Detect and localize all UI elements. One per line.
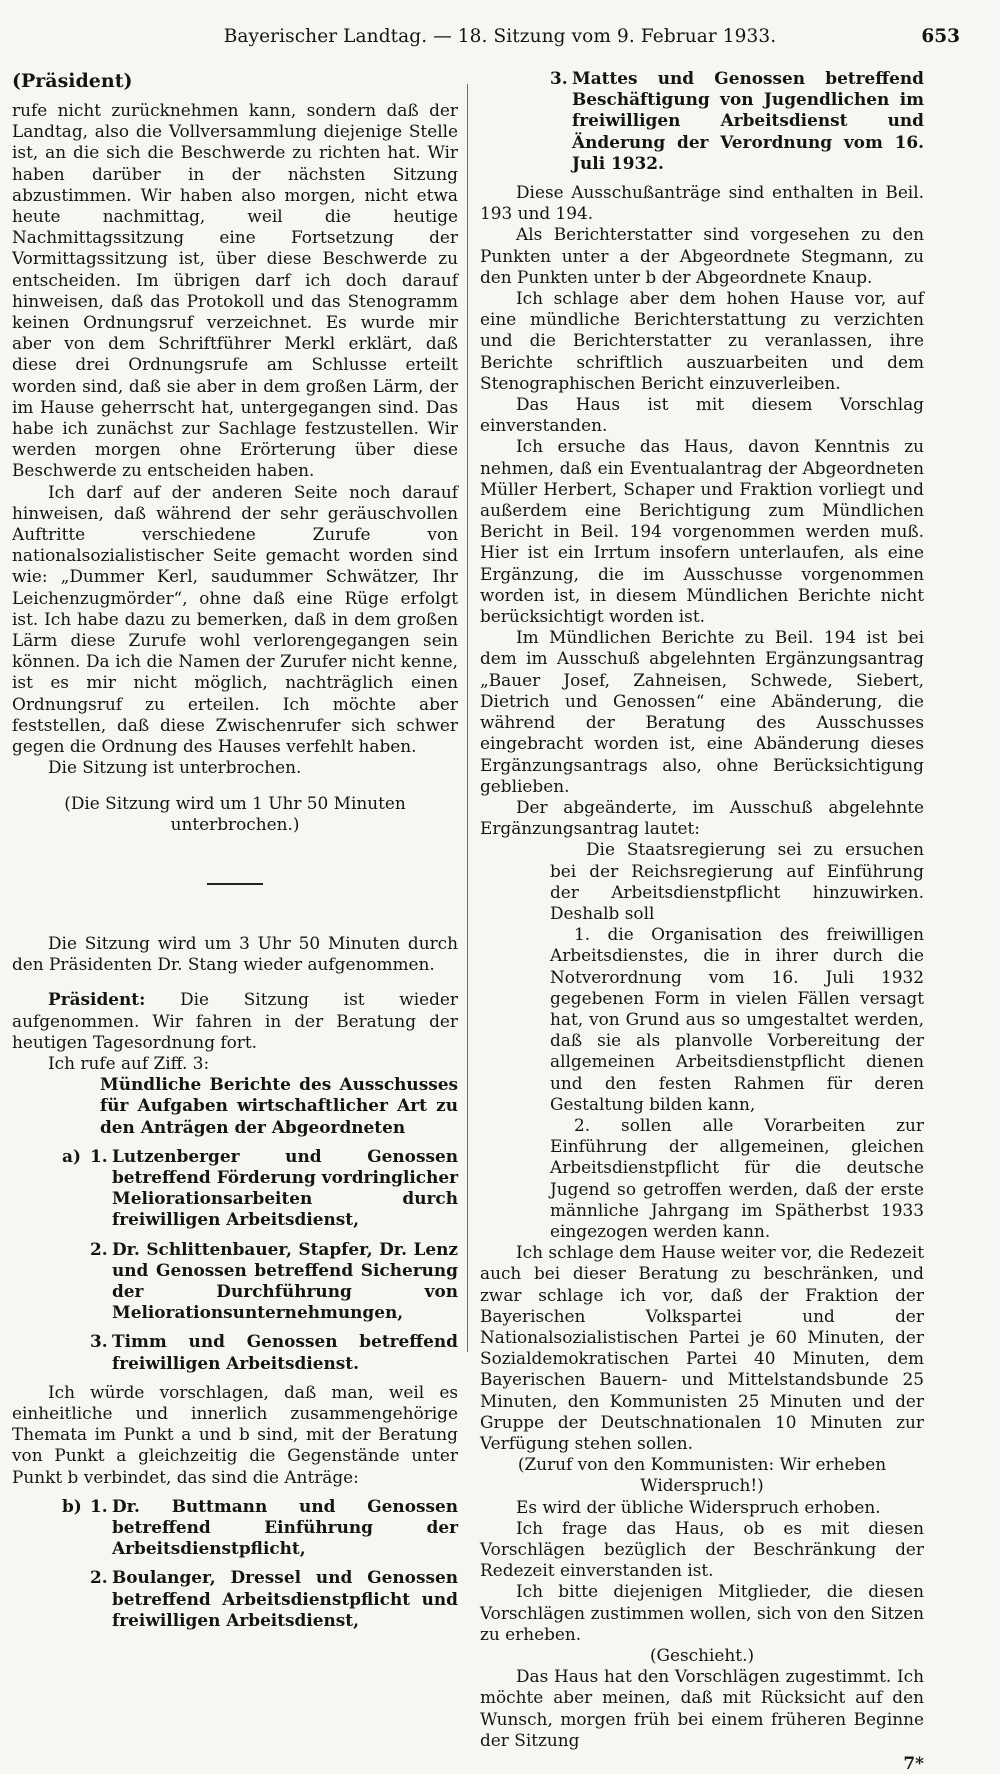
- item-text: Dr. Buttmann und Genossen betreffend Einführung der Arbeitsdienstpflicht,: [112, 1495, 458, 1559]
- left-column: [12, 68, 458, 1639]
- agenda-call: Ich rufe auf Ziff. 3:: [48, 1052, 210, 1073]
- item-text: Mattes und Genossen betreffend Beschäftigung von Jugendlichen im freiwilligen Arbeitsdienst und Änderung der Verordnung vom 16. Juli 1932.: [572, 68, 924, 173]
- reports-heading: Mündliche Berichte des Ausschusses für Aufgaben wirtschaftlicher Art zu den Anträgen der Abgeordneten: [100, 1074, 458, 1137]
- interjection: (Zuruf von den Kommunisten: Wir erheben Widerspruch!): [517, 1454, 887, 1496]
- item-text: Lutzenberger und Genossen betreffend Förderung vordringlicher Meliorationsarbeiten durch freiwilligen Arbeitsdienst,: [112, 1145, 458, 1230]
- paragraph: Ich würde vorschlagen, daß man, weil es einheitliche und innerlich zusammengehörige Themata im Punkt a und b sind, mit der Beratung von Punkt a gleichzeitig die Gegenstände unter Punkt b verbindet, das sind die Anträge:: [12, 1381, 458, 1487]
- agenda-item-b2: [12, 1567, 458, 1631]
- paragraph: Als Berichterstatter sind vorgesehen zu den Punkten unter a der Abgeordnete Stegmann, zu den Punkten unter b der Abgeordnete Knaup.: [480, 224, 924, 287]
- agenda-item-a1: [12, 1146, 458, 1231]
- item-number: 1.: [90, 1145, 108, 1166]
- item-number: 3.: [90, 1331, 108, 1352]
- paragraph: Ich darf auf der anderen Seite noch darauf hinweisen, daß während der sehr geräuschvollen Auftritte verschiedene Zurufe von nationalsozialistischer Seite gemacht worden sind wie: „Dummer Kerl, saudummer Schwätzer, Ihr Leichenzugmörder“, ohne daß eine Rüge erfolgt ist. Ich habe dazu zu bemerken, daß in dem großen Lärm diese Zurufe wohl verlorengegangen sein können. Da ich die Namen der Zurufer nicht kenne, ist es mir nicht möglich, nachträglich einen Ordnungsruf zu erteilen. Ich möchte aber feststellen, daß diese Zwischenrufer sich schwer gegen die Ordnung des Hauses verfehlt haben.: [12, 481, 458, 757]
- page-number: 653: [921, 26, 960, 47]
- item-text: Boulanger, Dressel und Genossen betreffend Arbeitsdienstpflicht und freiwilligen Arbeitsdienst,: [112, 1567, 458, 1630]
- resumption-note: Die Sitzung wird um 3 Uhr 50 Minuten durch den Präsidenten Dr. Stang wieder aufgenommen.: [12, 932, 458, 975]
- running-title: Bayerischer Landtag. — 18. Sitzung vom 9. Februar 1933.: [223, 26, 777, 47]
- paragraph: Die Sitzung ist unterbrochen.: [48, 757, 302, 778]
- happens-note: (Geschieht.): [649, 1645, 755, 1666]
- agenda-item-a3: [12, 1331, 458, 1373]
- paragraph: Ich schlage dem Hause weiter vor, die Redezeit auch bei dieser Beratung zu beschränken, und zwar schlage ich vor, daß der Fraktion der Bayerischen Volkspartei und der Nationalsozialistischen Partei je 60 Minuten, der Sozialdemokratischen Partei 40 Minuten, dem Bayerischen Bauern- und Mittelstandsbunde 25 Minuten, den Kommunisten 25 Minuten und der Gruppe der Deutschnationalen 10 Minuten zur Verfügung stehen sollen.: [480, 1242, 924, 1453]
- column-divider: [467, 84, 468, 1352]
- paragraph: Ich schlage aber dem hohen Hause vor, auf eine mündliche Berichterstattung zu verzichten und die Berichterstatter zu veranlassen, ihre Berichte schriftlich auszuarbeiten und dem Stenographischen Bericht einzuverleiben.: [480, 288, 924, 393]
- quoted-point: 2. sollen alle Vorarbeiten zur Einführung der allgemeinen, gleichen Arbeitsdienstpflicht für die deutsche Jugend so getroffen werden, daß der erste männliche Jahrgang im Spätherbst 1933 eingezogen werden kann.: [550, 1114, 924, 1241]
- quoted-point: 1. die Organisation des freiwilligen Arbeitsdienstes, die in ihrer durch die Notverordnung vom 16. Juli 1932 gegebenen Form in vielen Fällen versagt hat, von Grund aus so umgestaltet werden, daß sie als planvolle Vorbereitung der allgemeinen Arbeitsdienstpflicht dienen und den festen Rahmen für deren Gestaltung bilden kann,: [550, 924, 924, 1114]
- paragraph: Das Haus hat den Vorschlägen zugestimmt. Ich möchte aber meinen, daß mit Rücksicht auf den Wunsch, morgen früh bei einem früheren Beginne der Sitzung: [480, 1666, 924, 1750]
- group-letter: b): [62, 1495, 82, 1516]
- agenda-item-a2: [12, 1239, 458, 1324]
- president-text: Die Sitzung ist wieder aufgenommen. Wir fahren in der Beratung der heutigen Tagesordnung fort.: [12, 989, 458, 1052]
- paragraph: rufe nicht zurücknehmen kann, sondern daß der Landtag, also die Vollversammlung diejenige Stelle ist, an die sich die Beschwerde zu richten hat. Wir haben darüber in der nächsten Sitzung abzustimmen. Wir haben also morgen, nicht etwa heute nachmittag, weil die heutige Nachmittagssitzung eine Fortsetzung der Vormittagssitzung ist, über diese Beschwerde zu entscheiden. Im übrigen darf ich doch darauf hinweisen, daß das Protokoll und das Stenogramm keinen Ordnungsruf verzeichnet. Es wurde mir aber von dem Schriftführer Merkl erklärt, daß diese drei Ordnungsrufe am Schlusse erteilt worden sind, daß sie aber in dem großen Lärm, der im Hause geherrscht hat, untergegangen sind. Das habe ich zunächst zur Sachlage festzustellen. Wir werden morgen ohne Erörterung über diese Beschwerde zu entscheiden haben.: [12, 100, 458, 481]
- item-number: 2.: [90, 1238, 108, 1259]
- paragraph: Ich frage das Haus, ob es mit diesen Vorschlägen bezüglich der Beschränkung der Redezeit einverstanden ist.: [480, 1517, 924, 1581]
- interruption-note: (Die Sitzung wird um 1 Uhr 50 Minuten unterbrochen.): [64, 792, 406, 834]
- item-text: Dr. Schlittenbauer, Stapfer, Dr. Lenz und Genossen betreffend Sicherung der Durchführung von Meliorationsunternehmungen,: [112, 1238, 458, 1323]
- paragraph: Es wird der übliche Widerspruch erhoben.: [516, 1496, 881, 1517]
- running-header: [0, 22, 1000, 52]
- group-letter: a): [62, 1145, 81, 1166]
- section-divider: [207, 883, 263, 885]
- president-statement: [12, 989, 458, 1053]
- item-number: 2.: [90, 1567, 108, 1588]
- paragraph: Im Mündlichen Berichte zu Beil. 194 ist bei dem im Ausschuß abgelehnten Ergänzungsantrag „Bauer Josef, Zahneisen, Schwede, Siebert, Dietrich und Genossen“ eine Abänderung, die während der Beratung des Ausschusses eingebracht worden ist, eine Abänderung dieses Ergänzungsantrags also, ohne Berücksichtigung geblieben.: [480, 627, 924, 796]
- speaker-heading: (Präsident): [12, 70, 133, 92]
- item-text: Timm und Genossen betreffend freiwilligen Arbeitsdienst.: [112, 1331, 458, 1373]
- item-number: 1.: [90, 1495, 108, 1516]
- right-column: [480, 68, 924, 1774]
- quoted-motion: Die Staatsregierung sei zu ersuchen bei der Reichsregierung auf Einführung der Arbeitsdienstpflicht hinzuwirken. Deshalb soll: [550, 839, 924, 923]
- president-label: Präsident:: [48, 989, 146, 1010]
- paragraph: Ich bitte diejenigen Mitglieder, die diesen Vorschlägen zustimmen wollen, sich von den Sitzen zu erheben.: [480, 1581, 924, 1644]
- paragraph: Das Haus ist mit diesem Vorschlag einverstanden.: [480, 394, 924, 436]
- agenda-item-b1: [12, 1496, 458, 1560]
- paragraph: Diese Ausschußanträge sind enthalten in Beil. 193 und 194.: [480, 182, 924, 224]
- agenda-item-b3: [480, 68, 924, 174]
- signature-mark: 7*: [903, 1753, 924, 1774]
- paragraph: Ich ersuche das Haus, davon Kenntnis zu nehmen, daß ein Eventualantrag der Abgeordneten Müller Herbert, Schaper und Fraktion vorliegt und außerdem eine Berichtigung zum Mündlichen Bericht in Beil. 194 vorgenommen werden muß. Hier ist ein Irrtum insofern unterlaufen, als eine Ergänzung, die im Ausschusse vorgenommen worden ist, in diesem Mündlichen Berichte nicht berücksichtigt worden ist.: [480, 436, 924, 627]
- item-number: 3.: [550, 68, 568, 88]
- paragraph: Der abgeänderte, im Ausschuß abgelehnte Ergänzungsantrag lautet:: [480, 796, 924, 839]
